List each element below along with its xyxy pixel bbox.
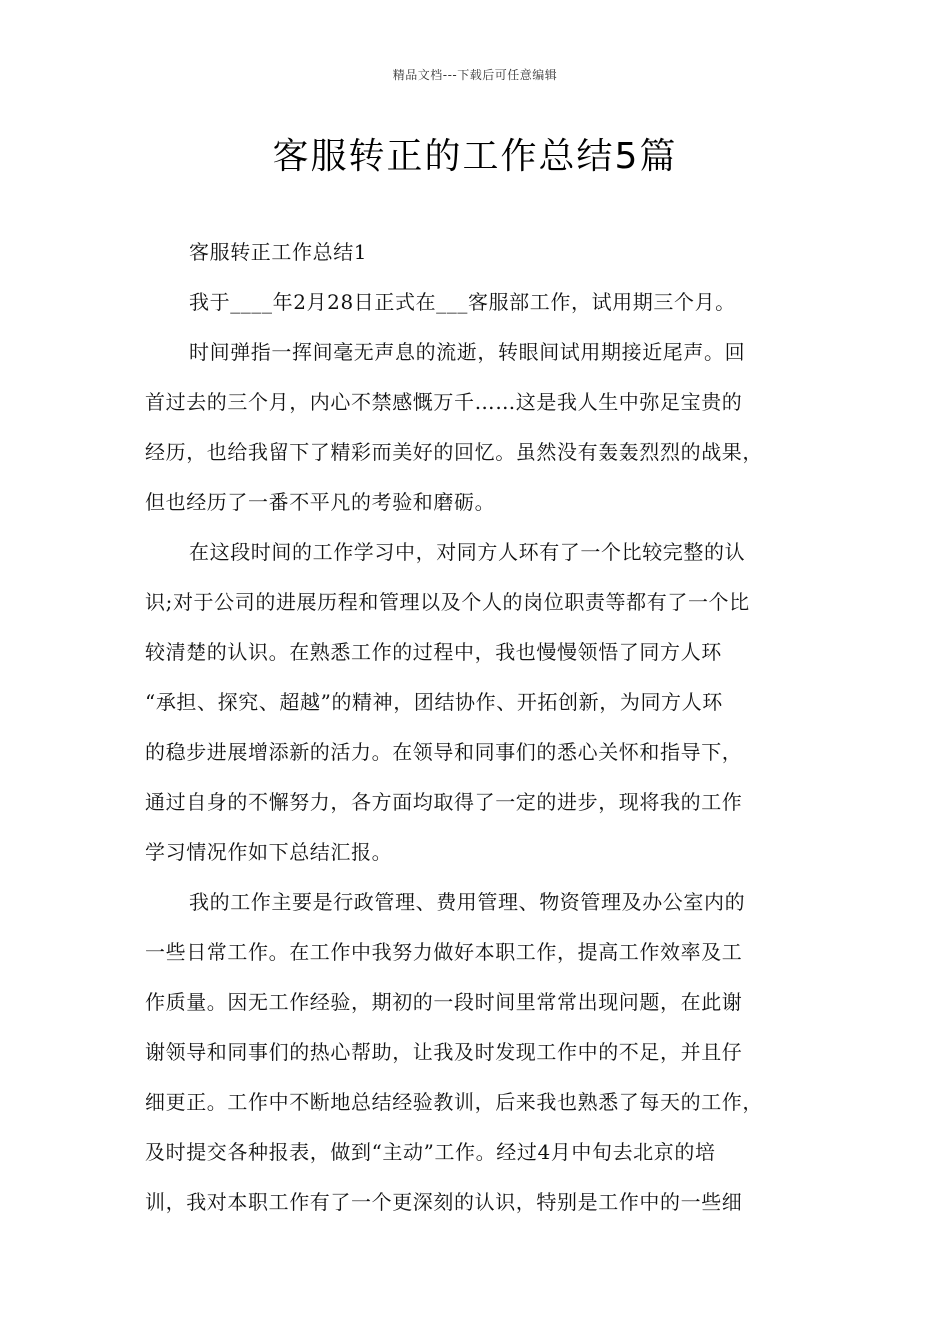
text-line: 的稳步进展增添新的活力。在领导和同事们的悉心关怀和指导下，: [145, 740, 743, 764]
text-line: 较清楚的认识。在熟悉工作的过程中，我也慢慢领悟了同方人环: [145, 640, 722, 664]
text-line: 一些日常工作。在工作中我努力做好本职工作，提高工作效率及工: [145, 940, 743, 964]
text-line: 通过自身的不懈努力，各方面均取得了一定的进步，现将我的工作: [145, 790, 743, 814]
paragraph: [145, 327, 825, 527]
text-line: 识;对于公司的进展历程和管理以及个人的岗位职责等都有了一个比: [145, 590, 750, 614]
text-line: 谢领导和同事们的热心帮助，让我及时发现工作中的不足，并且仔: [145, 1040, 743, 1064]
text-line: 经历，也给我留下了精彩而美好的回忆。虽然没有轰轰烈烈的战果，: [145, 440, 763, 464]
text-line: 客服转正工作总结1: [189, 240, 368, 264]
text-line: 作质量。因无工作经验，期初的一段时间里常常出现问题，在此谢: [145, 990, 743, 1014]
text-line: 我于____年2月28日正式在___客服部工作，试用期三个月。: [189, 290, 736, 314]
paragraph: [145, 877, 825, 1227]
paragraph: [145, 527, 825, 877]
text-line: 我的工作主要是行政管理、费用管理、物资管理及办公室内的: [189, 890, 746, 914]
text-line: 细更正。工作中不断地总结经验教训，后来我也熟悉了每天的工作，: [145, 1090, 763, 1114]
text-line: 首过去的三个月，内心不禁感慨万千……这是我人生中弥足宝贵的: [145, 390, 743, 414]
paragraph: [145, 277, 825, 327]
header-note: 精品文档---下载后可任意编辑: [392, 68, 558, 82]
text-line: “承担、探究、超越”的精神，团结协作、开拓创新，为同方人环: [145, 690, 723, 714]
text-line: 但也经历了一番不平凡的考验和磨砺。: [145, 490, 496, 514]
document-body: [145, 227, 825, 1227]
text-line: 训，我对本职工作有了一个更深刻的认识，特别是工作中的一些细: [145, 1190, 743, 1214]
document-title: 客服转正的工作总结5篇: [272, 136, 678, 177]
text-line: 及时提交各种报表，做到“主动”工作。经过4月中旬去北京的培: [145, 1140, 716, 1164]
text-line: 在这段时间的工作学习中，对同方人环有了一个比较完整的认: [189, 540, 746, 564]
paragraph-subtitle: [145, 227, 825, 277]
text-line: 学习情况作如下总结汇报。: [145, 840, 393, 864]
text-line: 时间弹指一挥间毫无声息的流逝，转眼间试用期接近尾声。回: [189, 340, 746, 364]
